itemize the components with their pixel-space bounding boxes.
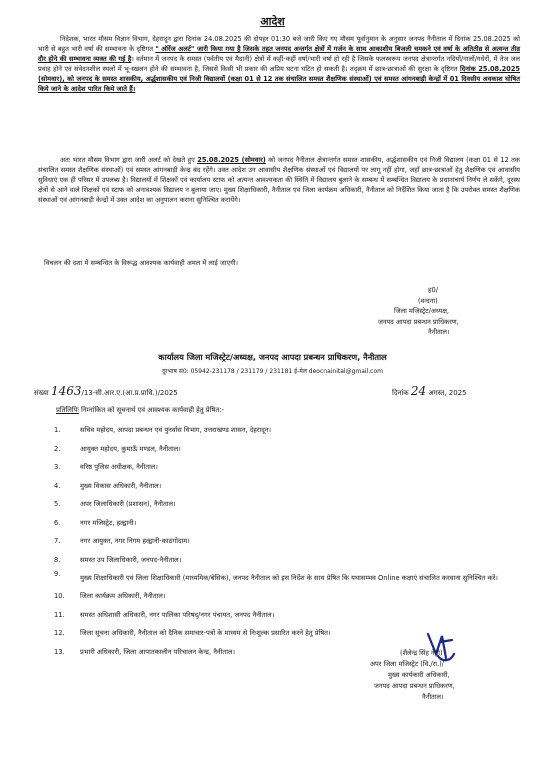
reference-label: संख्या: [34, 389, 49, 397]
reference-handwritten-number: 1463: [50, 384, 82, 398]
sig2-line1: (शैलेन्द्र सिंह नेगी): [400, 649, 443, 657]
date-handwritten-day: 24: [410, 384, 427, 398]
date-rest: अगस्त, 2025: [428, 389, 467, 397]
recipient-text: समस्त उप जिलाधिकारी, जनपद-नैनीताल।: [80, 555, 182, 564]
recipient-text: नगर आयुक्त, नगर निगम हल्द्वानी-काठगोदाम।: [80, 537, 190, 545]
date-label: दिनांक: [392, 389, 409, 397]
recipient-item: [54, 606, 520, 625]
sig2-line3: मुख्य कार्यकारी अधिकारी,: [388, 671, 450, 679]
copy-to-line: [56, 405, 224, 414]
recipient-text: मुख्य शिक्षाधिकारी एवं जिला शिक्षाधिकारी (माध्यमिक/बेसिक), जनपद नैनीताल को इस निर्देश के साथ प्रेषित कि यथासम्भव Online कक्षाएं संचालित करवाना सुनिश्चित करें।: [80, 574, 498, 582]
sig1-line2: (वन्दना): [418, 296, 438, 305]
sig2-line4: जनपद आपदा प्रबन्धन प्राधिकरण,: [374, 682, 455, 690]
copy-text: निम्नांकित को सूचनार्थ एवं आवश्यक कार्यवाही हेतु प्रेषित:-: [78, 406, 224, 414]
para1-text-b: । वर्तमान में जनपद के समस्त (पर्वतीय एवं मैदानी) क्षेत्रों में कहीं-कहीं वर्षा/भारी वर्षा हो रही है जिसके फलस्वरूप जनपद क्षेत्रान्तर्गत नदियों/नालों/गधेरों, में तेज जल प्रवाह होने एवं संवेदनशील स्थलों में भू-स्खलन होने की सम्भावना है, जिससे किसी भी प्रकार की अप्रिय घटना घटित हो सकती है। तद्क्रम में छात्र-छात्राओं की सुरक्षा के दृष्टिगत: [38, 55, 520, 74]
signature-block-dm: [370, 285, 520, 338]
recipient-number: 13.: [54, 647, 65, 656]
recipient-text: जिला सूचना अधिकारी, नैनीताल को दैनिक समाचार-पत्रों के माध्यम से निःशुल्क प्रसारित करने हेतु प्रेषित।: [80, 629, 331, 637]
recipient-number: 7.: [54, 537, 61, 545]
recipient-text: समस्त अधिशासी अधिकारी, नगर पालिका परिषद्/नगर पंचायत, जनपद नैनीताल।: [80, 610, 275, 619]
recipient-number: 12.: [54, 629, 65, 637]
recipient-item: [54, 532, 520, 551]
para2-text-b: को जनपद नैनीताल क्षेत्रान्तर्गत समस्त शासकीय, अर्द्धशासकीय एवं निजी विद्यालय (कक्षा 01 से 12 तक संचालित समस्त शैक्षणिक संस्थाओं) एवं समस्त आंगनबाड़ी केन्द्र बंद रहेंगे। उक्त आदेश उन आवासीय शैक्षणिक संस्थाओं एवं विद्यालयों पर लागू नहीं होगा, जहाँ छात्र-छात्राओं हेतु शैक्षणिक एवं आवासीय सुविधाएं एक ही परिसर में उपलब्ध है। विद्यालयों में शिक्षकों एवं कार्यालय स्टाफ को अत्यन्त आवश्यकता की स्थिति में विद्यालय बुलाने के सम्बन्ध में सम्बन्धित विद्यालय के प्रधानाचार्य निर्णय ले सकेंगे, दूरस्थ क्षेत्रों से आने वाले शिक्षकों एवं स्टाफ को अनावश्यक विद्यालय न बुलाया जाए। मुख्य शिक्षाधिकारी, नैनीताल एवं जिला कार्यक्रम अधिकारी, नैनीताल को निर्देशित किया जाता है कि उपरोक्त समस्त शैक्षणिक संस्थाओं एवं आंगनबाड़ी केन्द्रों में उक्त आदेश का अनुपालन कराना सुनिश्चित करायेंगे।: [38, 156, 520, 205]
recipient-text: प्रभारी अधिकारी, जिला आपातकालीन परिचालन केन्द्र, नैनीताल।: [80, 647, 235, 656]
para1-highlight-2: दिनांक 25.08.2025 (सोमवार), को जनपद के समस्त शासकीय, अर्द्धशासकीय एवं निजी विद्यालयों (कक्षा 01 से 12 तक संचालित समस्त शैक्षणिक संस्थाओं) एवं समस्त आंगनबाड़ी केन्द्रों में 01 दिवसीय अवकाश घोषित किये जाने के आदेश पारित किये जाते हैं।: [38, 65, 520, 94]
para2-highlight: 25.08.2025 (सोमवार): [197, 156, 266, 164]
sig2-line2: अपर जिला मजिस्ट्रेट (वि./रा.)/: [370, 660, 444, 668]
para1-highlight-1: " ऑरेंज अलर्ट" जारी किया गया है जिसके तहत जनपद अन्तर्गत क्षेत्रों में गर्जन के साथ आकाशीय बिजली चमकने एवं वर्षा के अतितीव्र से अत्यन्त तीव्र दौर होने की सम्भावना व्यक्त की गई है: [38, 45, 520, 64]
signature-block-adm: [370, 648, 525, 703]
recipient-list: [54, 421, 520, 661]
recipient-text: मुख्य विकास अधिकारी, नैनीताल।: [80, 481, 162, 490]
recipient-item: [54, 514, 520, 533]
recipient-number: 9.: [54, 570, 61, 578]
sig1-line4: जनपद आपदा प्रबन्धन प्राधिकरण,: [378, 317, 459, 326]
recipient-item: [54, 458, 520, 477]
document-title: आदेश: [260, 15, 285, 28]
recipient-number: 8.: [54, 555, 61, 564]
recipient-text: सचिव महोदय, आपदा प्रबन्धन एवं पुनर्वास विभाग, उत्तराखण्ड शासन, देहरादून।: [80, 426, 272, 434]
recipient-item: [54, 421, 520, 440]
reference-number: [34, 384, 178, 398]
order-paragraph-3: विचलन की दशा में सम्बन्धित के विरूद्ध आवश्यक कार्यवाही अमल में लाई जाएगी।: [44, 259, 239, 267]
recipient-text: वरिष्ठ पुलिस अधीक्षक, नैनीताल।: [80, 463, 158, 471]
recipient-text: आयुक्त महोदय, कुमाऊँ मण्डल, नैनीताल।: [80, 444, 181, 453]
recipient-item: [54, 440, 520, 459]
recipient-item: [54, 551, 520, 570]
office-heading: कार्यालय जिला मजिस्ट्रेट/अध्यक्ष, जनपद आपदा प्रबन्धन प्राधिकरण, नैनीताल: [158, 352, 387, 362]
recipient-number: 6.: [54, 518, 61, 527]
reference-suffix: /13-सी.आर.ए.(आ.प्र.प्राधि.)/2025: [81, 389, 178, 397]
sig1-line1: ह0/: [428, 286, 438, 294]
para1-text-a: निदेशक, भारत मौसम विज्ञान विभाग, देहरादून द्वारा दिनांक 24.08.2025 की दोपहर 01:30 बजे जारी किए गए मौसम पूर्वानुमान के अनुसार जनपद नैनीताल में दिनांक 25.08.2025 को भारी से बहुत भारी वर्षा की सम्भावना के दृष्टिगत: [38, 35, 520, 54]
recipient-text: नगर मजिस्ट्रेट, हल्द्वानी।: [80, 518, 137, 527]
recipient-text: अपर जिलाधिकारी (प्रशासन), नैनीताल।: [80, 500, 176, 508]
order-paragraph-1: [38, 34, 520, 95]
para2-text-a: अतः भारत मौसम विभाग द्वारा जारी अलर्ट को देखते हुए: [60, 156, 198, 164]
recipient-number: 3.: [54, 463, 61, 471]
recipient-item: [54, 587, 520, 606]
recipient-text: जिला कार्यक्रम अधिकारी, नैनीताल।: [80, 592, 166, 600]
recipient-number: 11.: [54, 610, 65, 619]
sig1-line5: नैनीताल।: [428, 328, 450, 336]
recipient-number: 10.: [54, 592, 65, 600]
recipient-item: [54, 495, 520, 514]
reference-date: [392, 384, 467, 398]
recipient-number: 1.: [54, 426, 61, 434]
sig1-line3: जिला मजिस्ट्रेट/अध्यक्ष,: [394, 307, 450, 315]
order-paragraph-2: [38, 155, 520, 205]
sig2-line5: नैनीताल।: [422, 693, 444, 701]
office-contact: दूरभाष सं0: 05942-231178 / 231179 / 231181 ई-मेल deocnainital@gmail.com: [162, 368, 383, 375]
recipient-item: [54, 569, 520, 587]
recipient-number: 5.: [54, 500, 61, 508]
recipient-number: 4.: [54, 481, 61, 490]
recipient-item: [54, 477, 520, 496]
recipient-number: 2.: [54, 444, 61, 453]
copy-label: प्रतिलिपिः: [56, 406, 79, 414]
reference-line: [34, 384, 520, 400]
